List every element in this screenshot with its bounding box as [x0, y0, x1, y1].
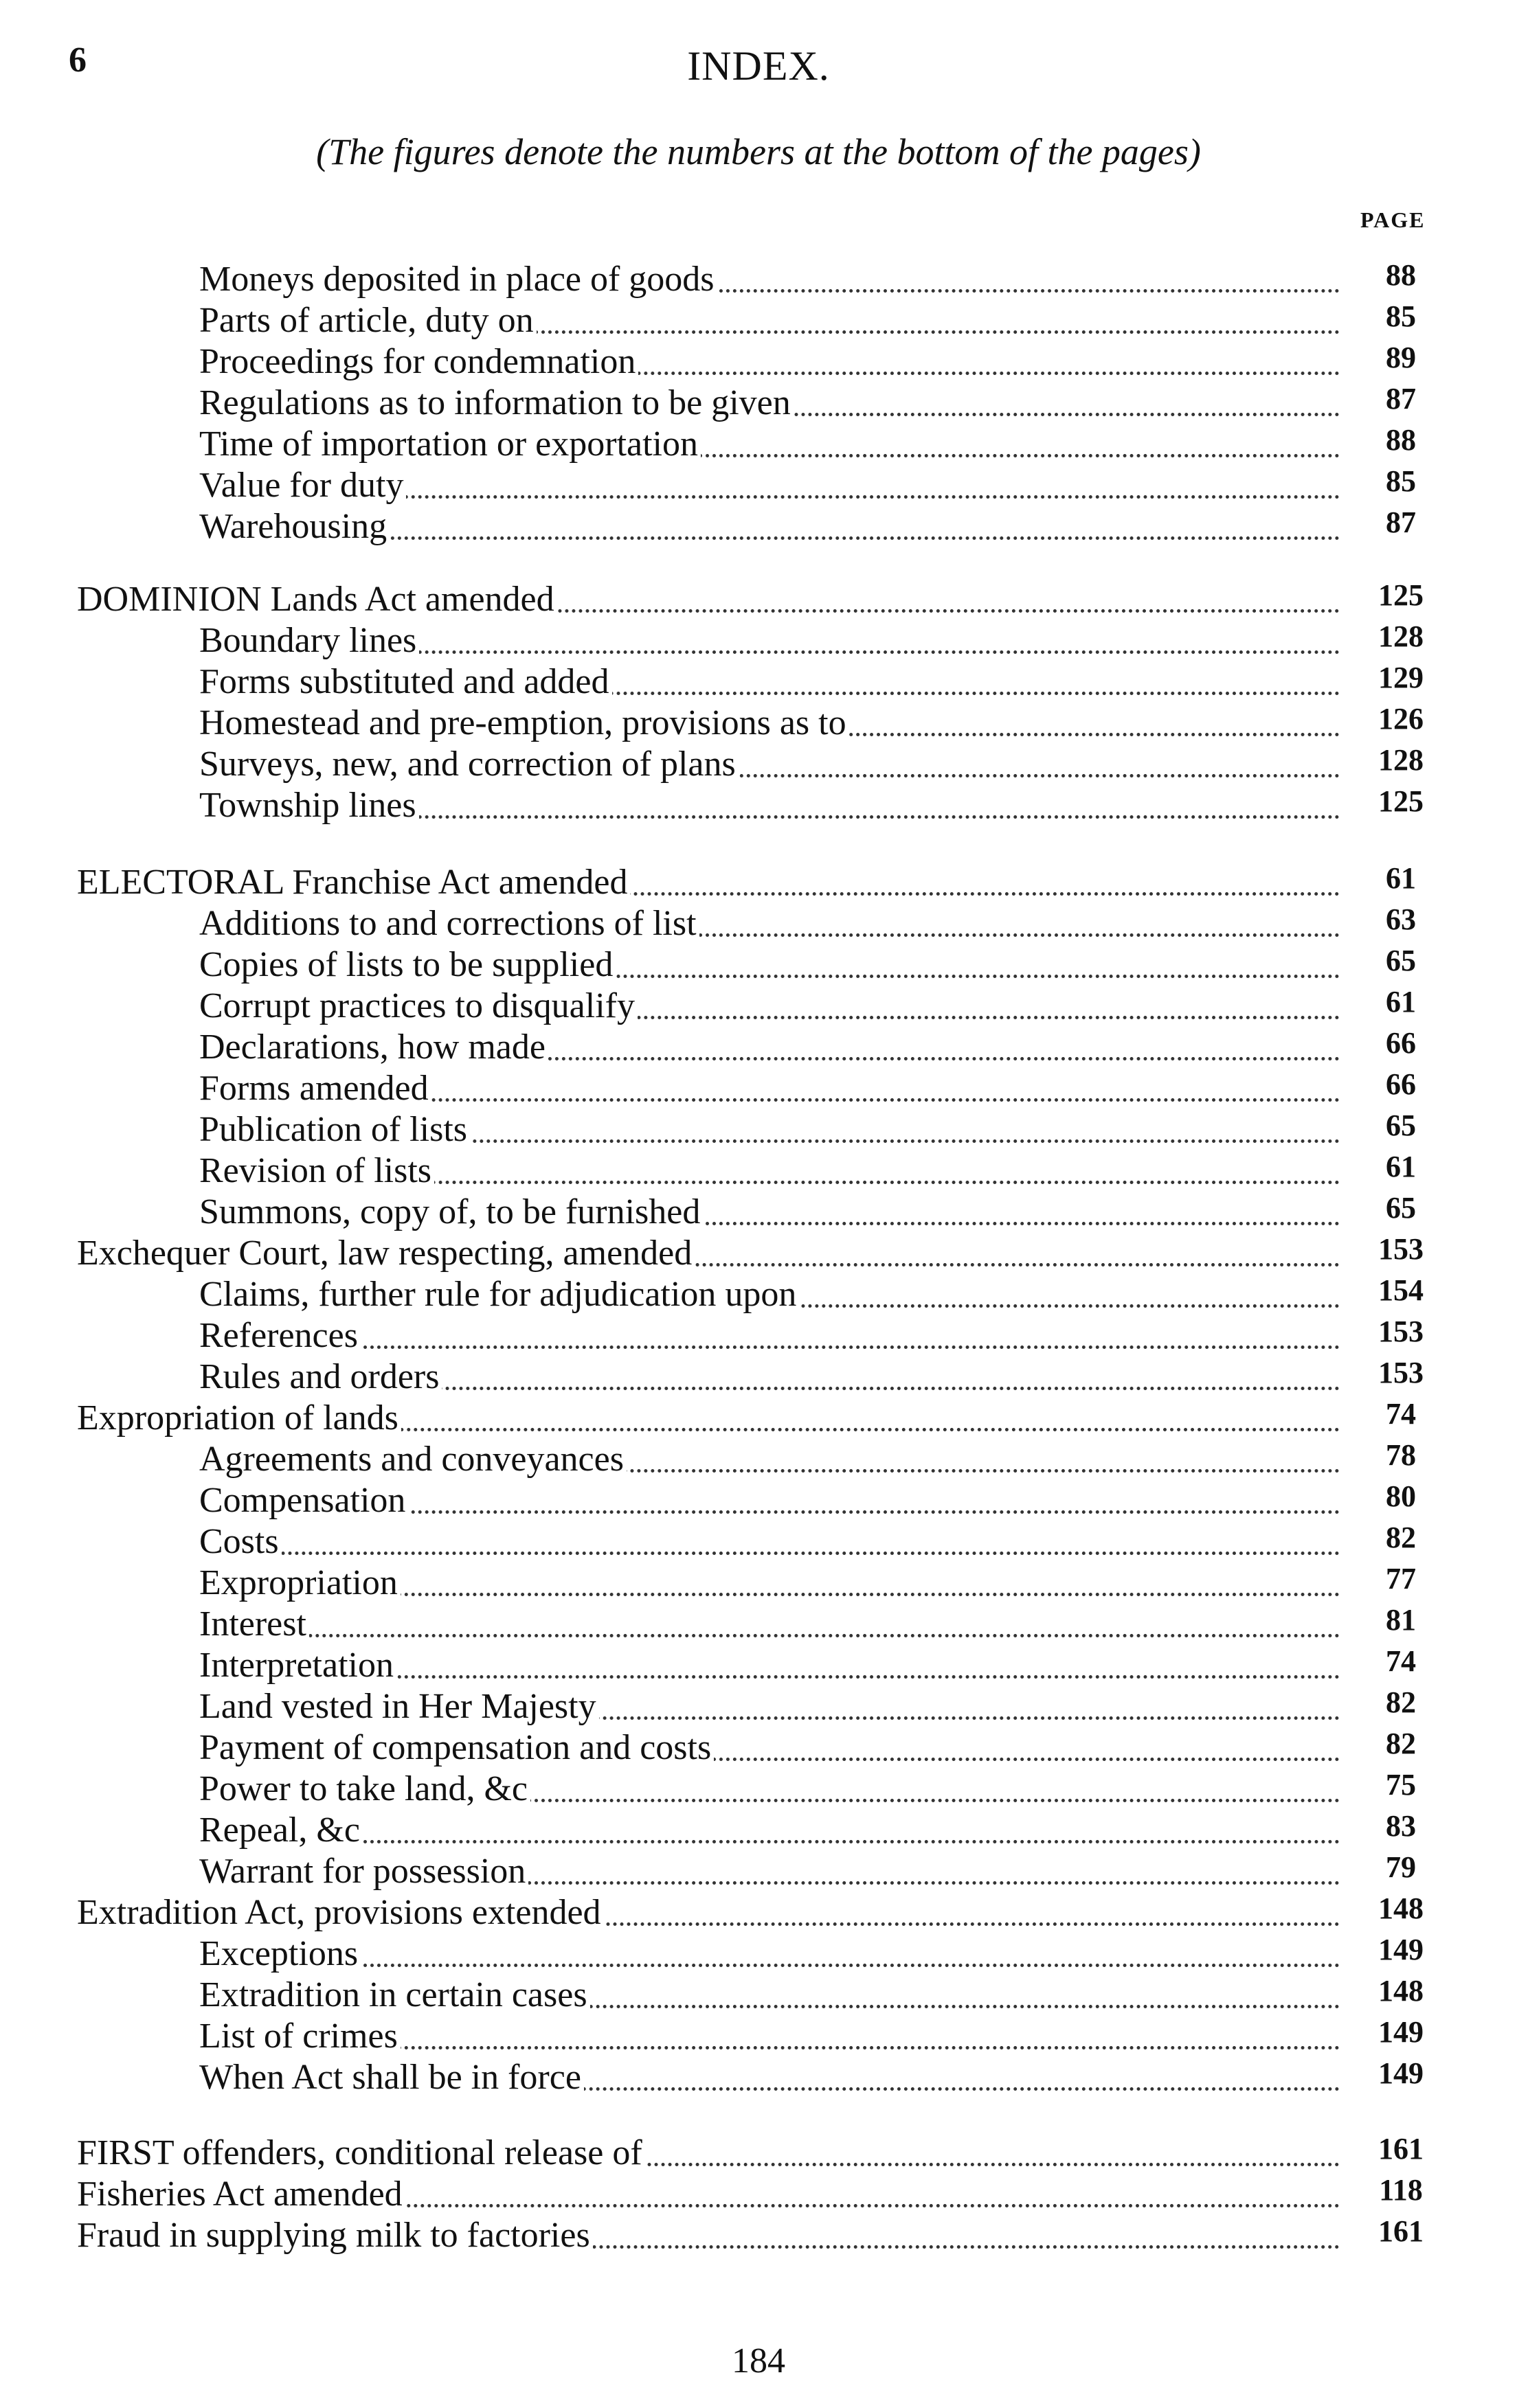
index-sub-entry	[0, 744, 1517, 785]
entry-label: Copies of lists to be supplied	[199, 944, 616, 986]
index-sub-entry	[0, 986, 1517, 1027]
entry-page-ref: 161	[1378, 2214, 1424, 2248]
index-sub-entry	[0, 341, 1517, 383]
entry-page-ref: 66	[1386, 1026, 1416, 1060]
entry-page-ref: 61	[1386, 861, 1416, 895]
index-sub-entry	[0, 1975, 1517, 2016]
index-sub-entry	[0, 1933, 1517, 1975]
entry-label: Surveys, new, and correction of plans	[199, 744, 739, 785]
index-sub-entry	[0, 1645, 1517, 1686]
entry-label: Additions to and corrections of list	[199, 903, 699, 944]
index-sub-entry	[0, 785, 1517, 826]
entry-page-ref: 149	[1378, 2056, 1424, 2090]
entry-page-ref: 126	[1378, 702, 1424, 736]
entry-page-ref: 75	[1386, 1768, 1416, 1802]
entry-label: Land vested in Her Majesty	[199, 1686, 599, 1727]
entry-page-ref: 85	[1386, 299, 1416, 333]
entry-label: Exceptions	[199, 1933, 361, 1975]
index-sub-entry	[0, 944, 1517, 986]
index-sub-entry	[0, 2057, 1517, 2098]
entry-page-ref: 128	[1378, 620, 1424, 653]
entry-page-ref: 65	[1386, 944, 1416, 977]
entry-label: Proceedings for condemnation	[199, 341, 638, 383]
index-sub-entry	[0, 300, 1517, 341]
index-sub-entry	[0, 465, 1517, 506]
entry-label: Boundary lines	[199, 620, 419, 661]
entry-label: Repeal, &c	[199, 1810, 363, 1851]
entry-label: List of crimes	[199, 2016, 401, 2057]
index-main-entry	[0, 579, 1517, 620]
index-sub-entry	[0, 620, 1517, 661]
index-sub-entry	[0, 1563, 1517, 1604]
entry-label: Costs	[199, 1521, 282, 1563]
dot-leader	[199, 1345, 1340, 1349]
index-main-entry	[0, 1233, 1517, 1274]
entry-label: Forms amended	[199, 1068, 431, 1109]
entry-page-ref: 128	[1378, 743, 1424, 777]
entry-label: Expropriation	[199, 1563, 401, 1604]
entry-page-ref: 66	[1386, 1067, 1416, 1101]
index-sub-entry	[0, 1439, 1517, 1480]
entry-page-ref: 78	[1386, 1438, 1416, 1472]
footer-page-number: 184	[732, 2341, 785, 2381]
entry-label: Moneys deposited in place of goods	[199, 259, 717, 300]
entry-page-ref: 125	[1378, 578, 1424, 612]
entry-label: Forms substituted and added	[199, 661, 612, 703]
index-sub-entry	[0, 1192, 1517, 1233]
index-sub-entry	[0, 2016, 1517, 2057]
entry-label: Fraud in supplying milk to factories	[77, 2215, 593, 2256]
index-main-entry	[0, 2133, 1517, 2174]
entry-page-ref: 82	[1386, 1521, 1416, 1554]
index-main-entry	[0, 2215, 1517, 2256]
entry-label: Warrant for possession	[199, 1851, 528, 1892]
entry-label: Interpretation	[199, 1645, 396, 1686]
entry-label: Warehousing	[199, 506, 390, 547]
index-sub-entry	[0, 1274, 1517, 1315]
entry-label: Homestead and pre-emption, provisions as to	[199, 703, 849, 744]
index-main-entry	[0, 862, 1517, 903]
page-subtitle: (The figures denote the numbers at the bottom of the pages)	[316, 131, 1201, 172]
entry-label: Exchequer Court, law respecting, amended	[77, 1233, 695, 1274]
index-main-entry	[0, 1892, 1517, 1933]
page-number: 6	[69, 41, 87, 80]
page-title: INDEX.	[687, 43, 830, 89]
entry-page-ref: 149	[1378, 2015, 1424, 2049]
index-sub-entry	[0, 703, 1517, 744]
index-sub-entry	[0, 1480, 1517, 1521]
index-sub-entry	[0, 1727, 1517, 1769]
entry-page-ref: 88	[1386, 258, 1416, 292]
index-sub-entry	[0, 1027, 1517, 1068]
entry-page-ref: 77	[1386, 1562, 1416, 1595]
entry-page-ref: 63	[1386, 902, 1416, 936]
entry-label: Payment of compensation and costs	[199, 1727, 714, 1769]
entry-label: Time of importation or exportation	[199, 424, 701, 465]
entry-page-ref: 85	[1386, 464, 1416, 498]
entry-page-ref: 65	[1386, 1109, 1416, 1142]
entry-page-ref: 61	[1386, 1150, 1416, 1183]
entry-label: Declarations, how made	[199, 1027, 548, 1068]
dot-leader	[199, 1552, 1340, 1555]
entry-label: Agreements and conveyances	[199, 1439, 627, 1480]
entry-page-ref: 82	[1386, 1685, 1416, 1719]
index-sub-entry	[0, 259, 1517, 300]
index-sub-entry	[0, 1851, 1517, 1892]
index-sub-entry	[0, 1068, 1517, 1109]
entry-page-ref: 149	[1378, 1933, 1424, 1966]
entry-page-ref: 87	[1386, 382, 1416, 416]
entry-page-ref: 125	[1378, 784, 1424, 818]
page-column-heading: PAGE	[1360, 207, 1426, 232]
entry-page-ref: 80	[1386, 1479, 1416, 1513]
index-sub-entry	[0, 1150, 1517, 1192]
entry-page-ref: 153	[1378, 1315, 1424, 1348]
entry-label: Parts of article, duty on	[199, 300, 537, 341]
entry-page-ref: 87	[1386, 506, 1416, 539]
entry-page-ref: 148	[1378, 1974, 1424, 2008]
entry-page-ref: 79	[1386, 1850, 1416, 1884]
index-sub-entry	[0, 1521, 1517, 1563]
entry-label: Fisheries Act amended	[77, 2174, 405, 2215]
entry-page-ref: 118	[1379, 2173, 1423, 2207]
entry-label: Revision of lists	[199, 1150, 434, 1192]
entry-page-ref: 161	[1378, 2132, 1424, 2166]
dot-leader	[199, 1634, 1340, 1637]
entry-label: Regulations as to information to be given	[199, 383, 794, 424]
entry-label: DOMINION Lands Act amended	[77, 579, 557, 620]
entry-page-ref: 61	[1386, 985, 1416, 1019]
index-sub-entry	[0, 506, 1517, 547]
index-main-entry	[0, 1398, 1517, 1439]
entry-label: When Act shall be in force	[199, 2057, 584, 2098]
entry-label: Value for duty	[199, 465, 406, 506]
entry-label: Claims, further rule for adjudication upon	[199, 1274, 799, 1315]
entry-label: References	[199, 1315, 361, 1356]
entry-label: FIRST offenders, conditional release of	[77, 2133, 645, 2174]
index-sub-entry	[0, 383, 1517, 424]
entry-page-ref: 83	[1386, 1809, 1416, 1843]
entry-label: Expropriation of lands	[77, 1398, 401, 1439]
entry-page-ref: 89	[1386, 341, 1416, 374]
entry-page-ref: 65	[1386, 1191, 1416, 1225]
index-sub-entry	[0, 1810, 1517, 1851]
entry-page-ref: 148	[1378, 1892, 1424, 1925]
entry-page-ref: 82	[1386, 1727, 1416, 1760]
entry-page-ref: 154	[1378, 1273, 1424, 1307]
entry-page-ref: 81	[1386, 1603, 1416, 1637]
entry-page-ref: 74	[1386, 1644, 1416, 1678]
index-sub-entry	[0, 1315, 1517, 1356]
entry-label: Power to take land, &c	[199, 1769, 530, 1810]
entry-page-ref: 129	[1378, 661, 1424, 694]
index-main-entry	[0, 2174, 1517, 2215]
entry-page-ref: 153	[1378, 1356, 1424, 1389]
dot-leader	[199, 1840, 1340, 1843]
index-sub-entry	[0, 1604, 1517, 1645]
index-sub-entry	[0, 424, 1517, 465]
entry-label: ELECTORAL Franchise Act amended	[77, 862, 630, 903]
entry-label: Extradition in certain cases	[199, 1975, 590, 2016]
entry-label: Publication of lists	[199, 1109, 470, 1150]
entry-page-ref: 88	[1386, 423, 1416, 457]
entry-label: Township lines	[199, 785, 419, 826]
index-sub-entry	[0, 1769, 1517, 1810]
entry-label: Interest	[199, 1604, 309, 1645]
entry-label: Corrupt practices to disqualify	[199, 986, 638, 1027]
index-sub-entry	[0, 1686, 1517, 1727]
entry-label: Compensation	[199, 1480, 408, 1521]
entry-label: Rules and orders	[199, 1356, 442, 1398]
entry-page-ref: 74	[1386, 1397, 1416, 1431]
entry-page-ref: 153	[1378, 1232, 1424, 1266]
index-sub-entry	[0, 661, 1517, 703]
dot-leader	[199, 1964, 1340, 1967]
index-sub-entry	[0, 903, 1517, 944]
entry-label: Summons, copy of, to be furnished	[199, 1192, 703, 1233]
index-sub-entry	[0, 1356, 1517, 1398]
entry-label: Extradition Act, provisions extended	[77, 1892, 604, 1933]
index-sub-entry	[0, 1109, 1517, 1150]
